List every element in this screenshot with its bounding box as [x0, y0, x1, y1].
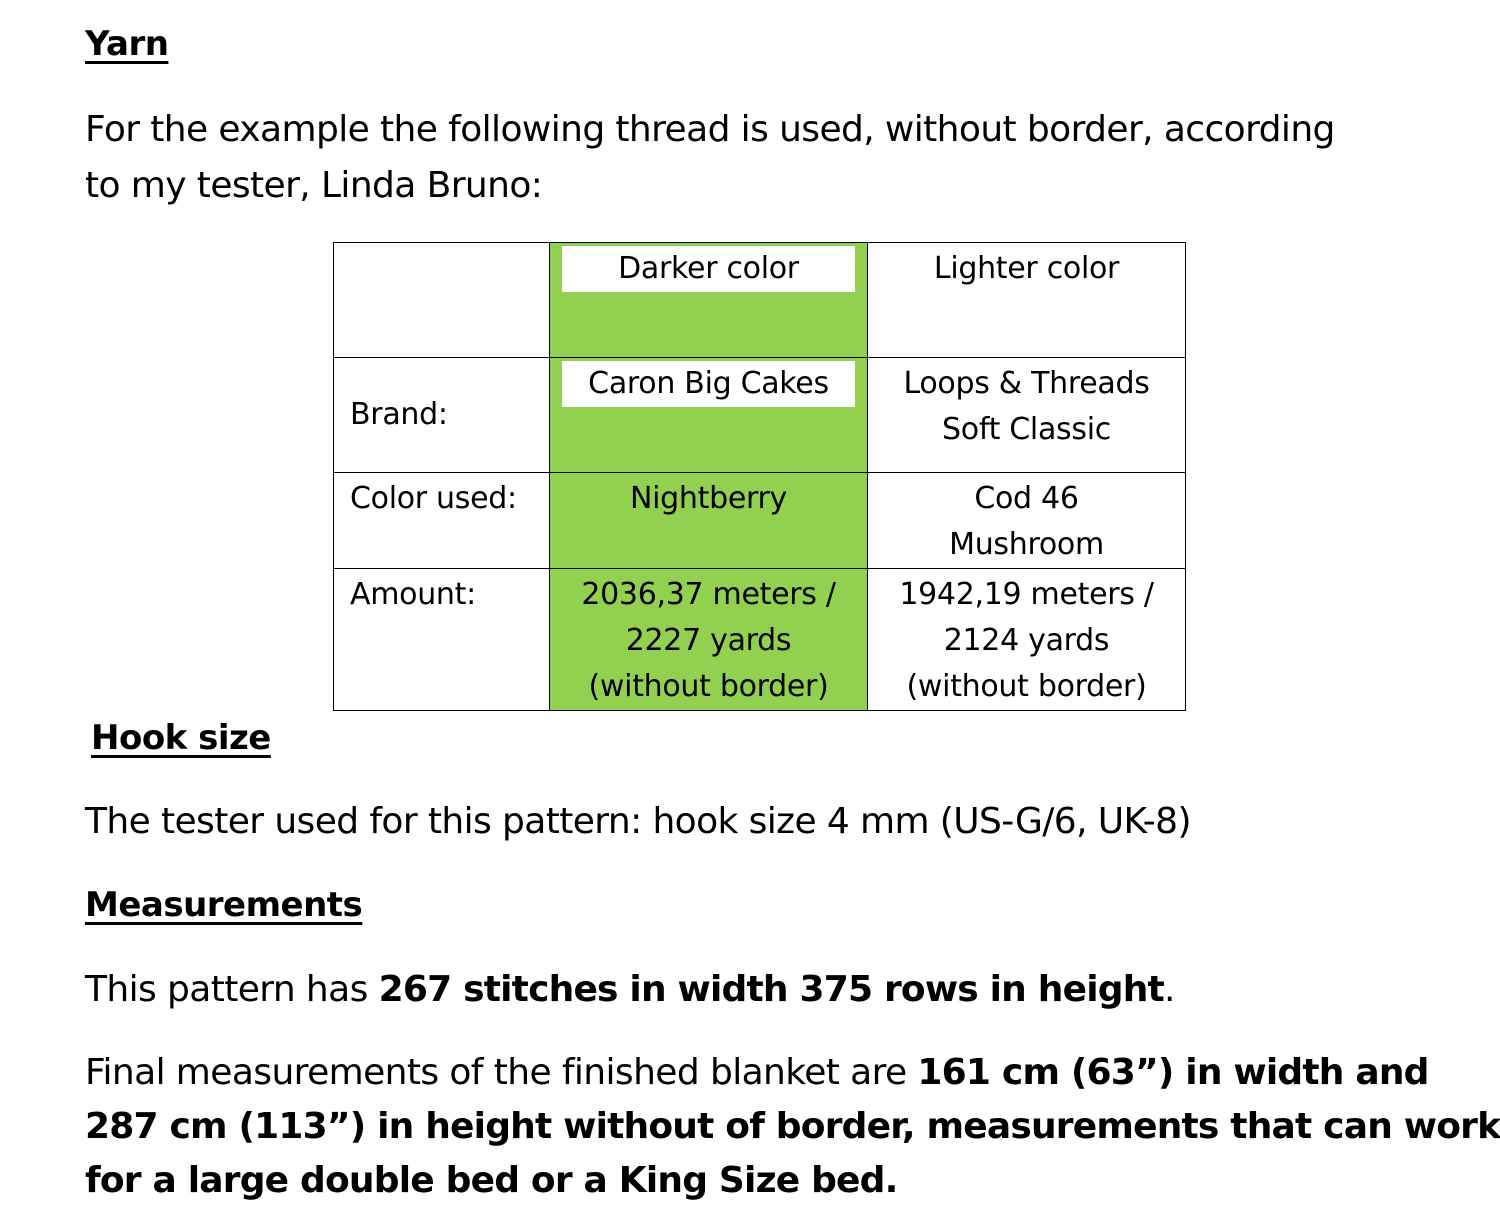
hook-size-text: The tester used for this pattern: hook size 4 mm (US-G/6, UK-8) [85, 801, 1191, 842]
final-line-3 [85, 1154, 1445, 1208]
table-cell-darker-header [550, 243, 868, 358]
yarn-intro [85, 102, 1445, 214]
amount-darker-line-1: 2036,37 meters / [581, 577, 836, 612]
yarn-intro-line-1: For the example the following thread is used, without border, according [85, 109, 1335, 150]
table-cell-color-label [334, 473, 550, 569]
table-row-brand [334, 358, 1186, 473]
amount-lighter-line-3: (without border) [906, 669, 1147, 704]
table-row-amount [334, 569, 1186, 711]
lighter-color-header: Lighter color [933, 251, 1120, 286]
final-line-1 [85, 1046, 1445, 1100]
table-cell-amount-label [334, 569, 550, 711]
brand-lighter-line-2: Soft Classic [942, 412, 1111, 447]
measurements-final-paragraph [85, 1046, 1500, 1208]
final-line-2 [85, 1100, 1500, 1154]
brand-lighter-line-1: Loops & Threads [903, 366, 1150, 401]
table-row-color-used [334, 473, 1186, 569]
stitches-suffix: . [1163, 969, 1175, 1010]
table-cell-lighter-header [868, 243, 1186, 358]
final-bold-line-2: 287 cm (113”) in height without of border, measurements that can work [85, 1106, 1500, 1147]
table-cell-color-lighter [868, 473, 1186, 569]
brand-label: Brand: [350, 397, 448, 432]
measurements-stitches-paragraph [85, 962, 1445, 1018]
yarn-heading: Yarn [85, 24, 169, 64]
color-lighter-line-2: Mushroom [949, 527, 1104, 562]
final-bold-line-3: for a large double bed or a King Size bed. [85, 1160, 898, 1201]
yarn-table [333, 242, 1186, 711]
amount-darker-line-3: (without border) [588, 669, 829, 704]
amount-lighter-value [868, 569, 1185, 710]
table-cell-brand-lighter [868, 358, 1186, 473]
color-used-label: Color used: [350, 481, 517, 516]
brand-darker-value: Caron Big Cakes [562, 361, 855, 407]
brand-lighter-value [868, 358, 1185, 453]
color-lighter-line-1: Cod 46 [974, 481, 1079, 516]
hook-size-heading: Hook size [91, 718, 271, 758]
final-bold-line-1: 161 cm (63”) in width and [917, 1052, 1429, 1093]
amount-lighter-line-1: 1942,19 meters / [899, 577, 1154, 612]
darker-color-header: Darker color [562, 246, 855, 292]
table-cell-amount-darker [550, 569, 868, 711]
table-cell-brand-darker [550, 358, 868, 473]
table-cell-brand-label [334, 358, 550, 473]
table-cell-color-darker [550, 473, 868, 569]
stitches-prefix: This pattern has [85, 969, 379, 1010]
final-prefix: Final measurements of the finished blanket are [85, 1052, 918, 1093]
table-cell-amount-lighter [868, 569, 1186, 711]
color-used-lighter-value [868, 473, 1185, 568]
color-used-darker-value: Nightberry [630, 481, 787, 516]
table-cell-empty [334, 243, 550, 358]
table-row-header [334, 243, 1186, 358]
amount-lighter-line-2: 2124 yards [943, 623, 1110, 658]
amount-label: Amount: [350, 577, 476, 612]
measurements-heading: Measurements [85, 885, 363, 925]
amount-darker-value [550, 569, 867, 710]
yarn-intro-line-2: to my tester, Linda Bruno: [85, 165, 543, 206]
stitches-count: 267 stitches in width 375 rows in height [378, 969, 1164, 1010]
amount-darker-line-2: 2227 yards [625, 623, 792, 658]
